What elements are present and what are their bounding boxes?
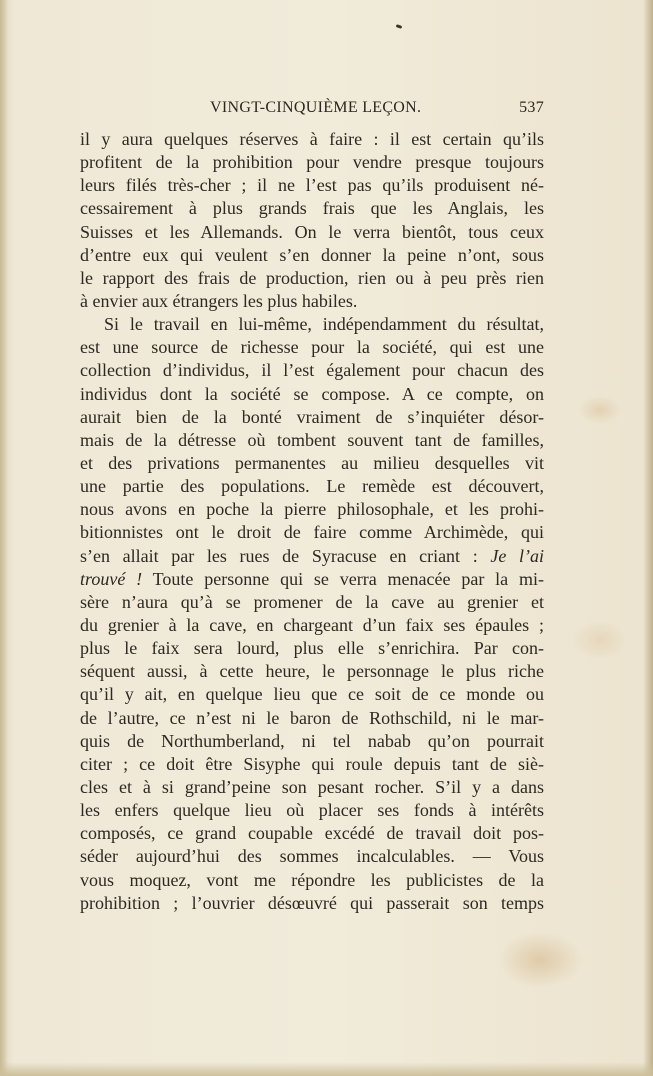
page-edge-bottom [0,1062,653,1076]
page-number: 537 [519,99,544,116]
text-line: et des privations permanentes au milieu desquelles vit [80,452,544,473]
text-run: s’en allait par les rues de Syracuse en criant : [80,545,491,566]
text-line: quis de Northumberland, ni tel nabab qu’on pourrait [80,730,544,751]
body-text [80,128,544,915]
text-line: qu’il y ait, en quelque lieu que ce soit de ce monde ou [80,684,544,705]
text-line: de l’autre, ce n’est ni le baron de Rothschild, ni le mar- [80,707,544,728]
running-title: VINGT-CINQUIÈME LEÇON. [210,99,422,116]
text-line: aurait bien de la bonté vraiment de s’inquiéter désor- [80,406,544,427]
text-line: une partie des populations. Le remède est découvert, [80,476,544,497]
text-line: composés, ce grand coupable excédé de travail doit pos- [80,823,544,844]
text-line: les enfers quelque lieu où placer ses fonds à intérêts [80,800,544,821]
text-line: cles et à si grand’peine son pesant rocher. S’il y a dans [80,776,544,797]
text-line: nous avons en poche la pierre philosophale, et les prohi- [80,499,544,520]
text-line: profitent de la prohibition pour vendre presque toujours [80,152,544,173]
text-line: bitionnistes ont le droit de faire comme Archimède, qui [80,522,544,543]
text-line [80,568,544,591]
text-line: est une source de richesse pour la société, qui est une [80,337,544,358]
italic-text-run: trouvé ! [80,568,143,589]
text-line: séquent aussi, à cette heure, le personnage le plus riche [80,661,544,682]
text-line: d’entre eux qui veulent s’en donner la peine n’ont, sous [80,244,544,265]
text-line: individus dont la société se compose. A ce compte, on [80,383,544,404]
text-line: le rapport des frais de production, rien ou à peu près rien [80,267,544,288]
running-head [80,99,544,123]
ink-speck [396,24,403,29]
text-line: leurs filés très-cher ; il ne l’est pas qu’ils produisent né- [80,175,544,196]
italic-text-run: Je l’ai [490,545,544,566]
text-run: Toute personne qui se verra menacée par la mi- [142,568,544,589]
text-line: il y aura quelques réserves à faire : il est certain qu’ils [80,129,544,149]
page-edge-right [643,0,653,1076]
text-line: mais de la détresse où tombent souvent tant de familles, [80,429,544,450]
text-line: vous moquez, vont me répondre les publicistes de la [80,869,544,890]
text-line: du grenier à la cave, en chargeant d’un faix ses épaules ; [80,614,544,635]
text-line: collection d’individus, il l’est également pour chacun des [80,360,544,381]
text-line: Si le travail en lui-même, indépendamment du résultat, [104,314,544,335]
text-line [80,545,544,568]
text-line: à envier aux étrangers les plus habiles. [80,290,358,311]
text-line: prohibition ; l’ouvrier désœuvré qui passerait son temps [80,892,544,913]
page-edge-left [0,0,8,1076]
text-line: sère n’aura qu’à se promener de la cave au grenier et [80,591,544,612]
text-line: cessairement à plus grands frais que les Anglais, les [80,198,544,219]
text-line: plus le faix sera lourd, plus elle s’enrichira. Par con- [80,638,544,659]
text-line: citer ; ce doit être Sisyphe qui roule depuis tant de siè- [80,753,544,774]
text-line: séder aujourd’hui des sommes incalculables. — Vous [80,846,544,867]
text-line: Suisses et les Allemands. On le verra bientôt, tous ceux [80,221,544,242]
